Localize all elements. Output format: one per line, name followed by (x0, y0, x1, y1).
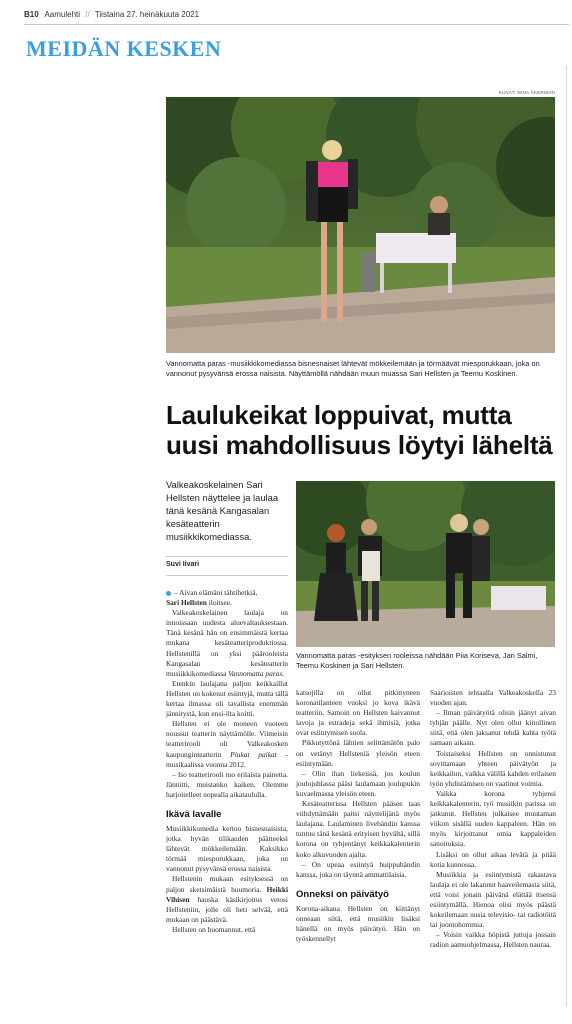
page-number: B10 (24, 10, 39, 19)
paragraph: Vaikka korona tyhjensi keikkakalenterin, työ musiikin parissa on jatkunut. Hellsten julkaisee muutaman viikon sisällä uuden kappaleen. Hän on myös kirjoittanut omia kappaleiden sanoituksia. (430, 788, 556, 849)
headline-line-2: uusi mahdollisuus löytyi läheltä (166, 430, 553, 460)
paragraph: Pikkutyttönä lähtien selittämätön palo on vetänyt Hellsteniä yleisön eteen esiintymään. (296, 738, 420, 768)
paragraph: Kesäteatterissa Hellsten pääsee taas viihdyttämään paitsi näyttelijänä myös laulajana. Laulaminen livebändin kanssa tuntuu tänä kesänä erityisen hyvältä, sillä korona on tyhjentänyt keikkakalenterin koko alkuvuoden ajalta. (296, 799, 420, 859)
main-photo-caption: Vannomatta paras -musiikkikomediassa bisnesnaiset lähtevät mökkeilemään ja törmäävät miesporukkaan, joka on vannonut pysyvänsä erossa naisista. Näyttämöllä nähdään muun muassa Sari Hellsten ja Teemu Koskinen. (166, 359, 540, 378)
paragraph: – On upeaa esiintyä huippubändin kanssa, joka on täynnä ammattilaisia. (296, 859, 420, 879)
paragraph: Lisäksi on ollut aikaa levätä ja pitää kotia kunnossa. (430, 849, 556, 869)
page-header (24, 10, 569, 19)
paragraph: Saarioisten tehtaalla Valkeakoskella 23 vuoden ajan. (430, 688, 556, 708)
paragraph: Valkeakoskelainen laulaja on innoissaan uudesta aluevaltauksestaan. Tänä kesänä hän on ensimmäistä kertaa mukana kesäteatteriproduktiossa. Hellstenillä on yksi päärooleista Kangasalan kesäteatterin musiikkikomediassa Vannomatta paras. (166, 608, 288, 678)
paragraph: Korona-aikana Hellsten on kiittänyt onneaan siitä, että musiikin lisäksi hänellä on myös päivätyö. Hän on työskennellyt (296, 903, 420, 944)
lead-paragraph: – Aivan elämäni tähtihetkiä, Sari Hellsten iloitsee. (166, 588, 258, 608)
paragraph: – Iso teatterirooli tuo erilaista painetta. Jännitti, muistanko kaiken. Olemme harjoitelleet nopealla aikataululla. (166, 769, 288, 799)
paragraph: katsojilla on ollut pitkittyneen koronatilanteen vuoksi jo kova ikävä teatteriin. Samoin on Hellsten kaivannut lavoja ja estradeja sekä ihmisiä, jotka ovat esiintymisen suola. (296, 688, 420, 738)
article-headline (166, 400, 566, 460)
paragraph: Musiikkia ja esiintymistä rakastava laulaja ei ole lakannut haaveilemasta siitä, että voisi jonain päivänä elättää itsensä esiintymällä. Hienoa olisi myös päästä kokeilemaan uusia televisio- tai radiotöitä tai juontohommia. (430, 869, 556, 930)
secondary-photo-caption: Vannomatta paras -esityksen rooleissa nähdään Piia Koriseva, Jari Salmi, Teemu Koskinen ja Sari Hellsten. (296, 651, 538, 670)
paragraph: – Olin ihan liekeissä, jos koulun joulujuhlassa pääsi laulamaan joulupukin kuvaelmassa yleisön eteen. (296, 768, 420, 798)
column-divider (566, 66, 567, 1006)
paragraph: Hellsten ei ole moneen vuoteen noussut teatterin näyttämölle. Viimeisin teatterirooli oli Valkeakosken kaupunginteatterin Piukat paikat -musikaalissa vuonna 2012. (166, 719, 288, 769)
newspaper-name: Aamulehti (44, 10, 81, 19)
author-rule-top (166, 556, 288, 557)
header-separator: // (85, 10, 90, 19)
bullet-dot-icon (166, 591, 171, 596)
subheading: Ikävä lavalle (166, 808, 222, 820)
main-photo (166, 97, 555, 353)
paragraph: Toistaiseksi Hellsten on onnistunut sovittamaan yhteen päivätyön ja keikkailun, vaikka välillä kahden erilaisen työn yhdistämisen on vaatinut voimia. (430, 748, 556, 788)
header-rule (24, 24, 569, 25)
headline-line-1: Laulukeikat loppuivat, mutta (166, 400, 512, 430)
author-byline: Suvi Iivari (166, 561, 200, 568)
secondary-photo (296, 481, 555, 647)
photo-credit: KUVAT: NINA ÅKERMAN (498, 90, 555, 95)
main-photo-image (166, 97, 555, 353)
paragraph: – Voisin vaikka höpistä juttuja jossain radion aamuohjelmassa, Hellsten nauraa. (430, 930, 556, 950)
article-column-1 (166, 588, 288, 935)
issue-date: Tiistaina 27. heinäkuuta 2021 (94, 10, 200, 19)
paragraph: Etenkin laulajana paljon keikkaillut Hellsten on kokenut esiintyjä, mutta tällä kertaa ilmassa oli tavallista enemmän jännitystä, kun ensi-ilta koitti. (166, 678, 288, 719)
article-ingress: Valkeakoskelainen Sari Hellsten näyttelee ja laulaa tänä kesänä Kangasalan kesäteatterin musiikkikomediassa. (166, 479, 279, 542)
paragraph: Hellstenin mukaan esityksessä on paljon sketsimäistä huumoria. Heikki Vihisen hauska käsikirjoitus vetosi Hellsteniin, jolle oli heti selvää, että mukaan on päästävä. (166, 874, 288, 924)
article-column-2 (296, 688, 420, 944)
secondary-photo-image (296, 481, 555, 647)
person-name: Sari Hellsten (166, 598, 207, 608)
paragraph: Hellsten on huomannut, että (172, 924, 256, 934)
section-title: MEIDÄN KESKEN (26, 36, 222, 61)
paragraph: Musiikkikomedia kertoo bisnesnaisista, jotka hyvän tilikauden päätteeksi lähtevät mökkeilemään. Kaksikko törmää miesporukkaan, joka on vannonut pysyvänsä erossa naisista. (166, 823, 288, 874)
subheading: Onneksi on päivätyö (296, 888, 389, 900)
author-rule-bottom (166, 575, 288, 576)
article-column-3 (430, 688, 556, 950)
paragraph: – Ilman päivätyötä olisin jäänyt aivan tyhjän päälle. Nyt olen ollut kiitollinen siitä, että olen jaksanut tehdä kahta työtä samaan aikaan. (430, 708, 556, 748)
